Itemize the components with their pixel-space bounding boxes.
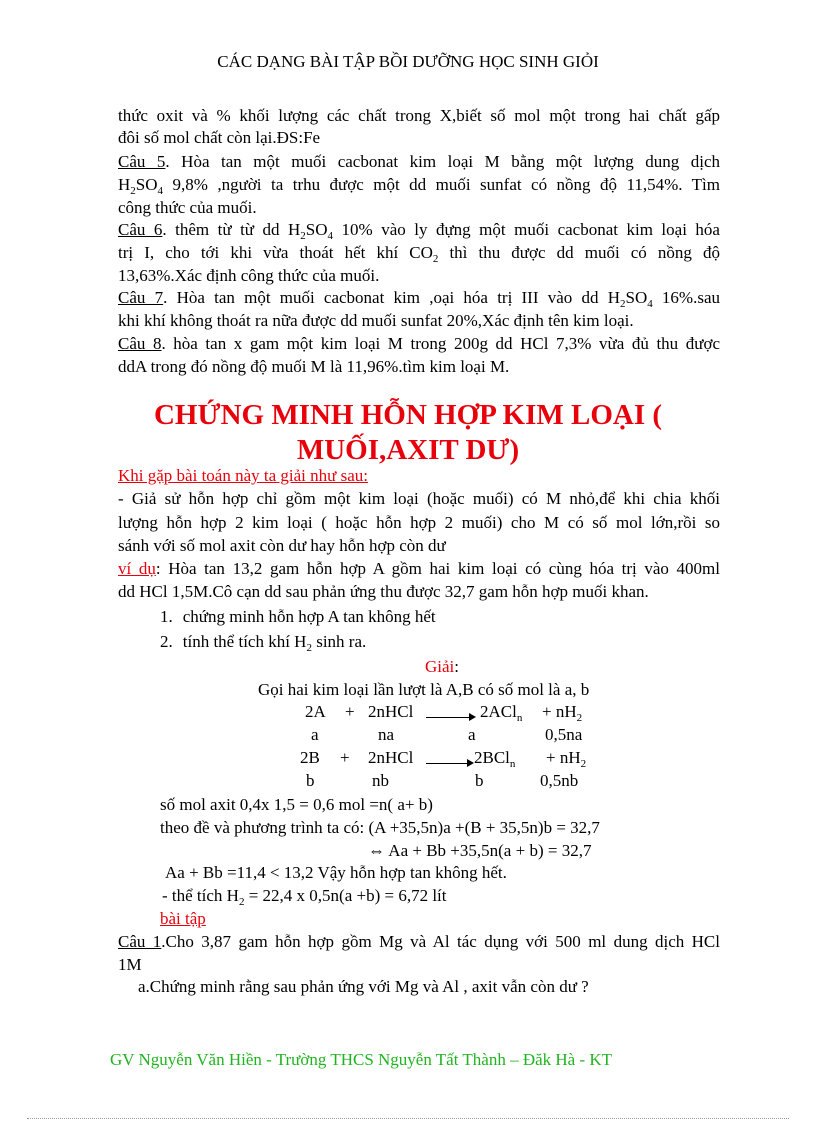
exercise-question-1-part-a: a.Chứng minh rằng sau phản ứng với Mg và Al , axit vẫn còn dư ?: [138, 977, 589, 996]
question-5-line-3: công thức của muối.: [118, 198, 257, 217]
equation-1-plus: +: [345, 702, 355, 721]
equation-1-arrow: [426, 707, 476, 725]
exercise-label: bài tập: [160, 909, 206, 928]
solution-line-4: Aa + Bb =11,4 < 13,2 Vậy hỗn hợp tan không hết.: [165, 863, 507, 882]
question-7-line-1: Câu 7. Hòa tan một muối cacbonat kim ,oại hóa trị III vào dd $H_2SO_4$ 16%.sau: [118, 288, 721, 310]
equation-2-plus: +: [340, 748, 350, 767]
question-6-label: Câu 6: [118, 220, 163, 239]
equation-1-product: 2ACl$_n$: [480, 702, 523, 724]
solution-line-1: số mol axit 0,4x 1,5 = 0,6 mol =n( a+ b): [160, 795, 433, 814]
example-line-2: dd HCl 1,5M.Cô cạn dd sau phản ứng thu được 32,7 gam hỗn hợp muối khan.: [118, 582, 649, 601]
mol-1-b: na: [378, 725, 395, 744]
equation-2-lhs: 2B: [300, 748, 320, 767]
method-line-3: sánh với số mol axit còn dư hay hỗn hợp còn dư: [118, 536, 446, 555]
question-6-line-2: trị I, cho tới khi vừa thoát hết khí $CO_2$ thì thu được dd muối có nồng độ: [118, 243, 720, 265]
equation-1-lhs: 2A: [305, 702, 326, 721]
page-bottom-divider: [27, 1118, 789, 1119]
method-line-1: - Giả sử hỗn hợp chỉ gồm một kim loại (hoặc muối) có M nhỏ,để khi chia khối: [118, 489, 720, 508]
page-footer: GV Nguyễn Văn Hiền - Trường THCS Nguyễn Tất Thành – Đăk Hà - KT: [110, 1050, 613, 1069]
question-8-label: Câu 8: [118, 334, 162, 353]
solution-line-2: theo đề và phương trình ta có: (A +35,5n)a +(B + 35,5n)b = 32,7: [160, 818, 600, 837]
mol-2-c: b: [475, 771, 484, 790]
mol-2-b: nb: [372, 771, 389, 790]
question-6-line-3: 13,63%.Xác định công thức của muối.: [118, 266, 380, 285]
question-7-line-2: khi khí không thoát ra nữa được dd muối sunfat 20%,Xác định tên kim loại.: [118, 311, 634, 330]
equation-2-reagent: 2nHCl: [368, 748, 414, 767]
question-5-line-2: $H_2SO_4$ 9,8% ,người ta trhu được một dd muối sunfat có nồng độ 11,54%. Tìm: [118, 175, 720, 197]
question-8-line-1: Câu 8. hòa tan x gam một kim loại M trong 200g dd HCl 7,3% vừa đủ thu được: [118, 334, 720, 353]
exercise-question-1-line-1: Câu 1.Cho 3,87 gam hỗn hợp gồm Mg và Al tác dụng với 500 ml dung dịch HCl: [118, 932, 720, 951]
method-label: Khi gặp bài toán này ta giải như sau:: [118, 466, 368, 485]
example-label: ví dụ: [118, 559, 156, 578]
question-7-label: Câu 7: [118, 288, 164, 307]
solution-intro: Gọi hai kim loại lần lượt là A,B có số mol là a, b: [258, 680, 590, 699]
example-line-1: ví dụ: Hòa tan 13,2 gam hỗn hợp A gồm hai kim loại có cùng hóa trị vào 400ml: [118, 559, 720, 578]
method-line-2: lượng hỗn hợp 2 kim loại ( hoặc hỗn hợp 2 muối) cho M có số mol lớn,rồi so: [118, 513, 720, 532]
equation-2-arrow: [426, 753, 474, 771]
mol-1-a: a: [311, 725, 319, 744]
example-item-2: 2. tính thể tích khí $H_2$ sinh ra.: [160, 632, 367, 654]
question-8-line-2: ddA trong đó nồng độ muối M là 11,96%.tìm kim loại M.: [118, 357, 510, 376]
equation-1-gas: + $nH_2$: [542, 702, 583, 724]
mol-2-a: b: [306, 771, 315, 790]
equation-2-gas: + $nH_2$: [546, 748, 587, 770]
solution-label: Giải:: [425, 657, 460, 676]
page-header: CÁC DẠNG BÀI TẬP BỒI DƯỠNG HỌC SINH GIỎI: [217, 52, 599, 71]
exercise-question-1-line-2: 1M: [118, 955, 142, 974]
question-6-line-1: Câu 6. thêm từ từ dd $H_2SO_4$ 10% vào ly đựng một muối cacbonat kim loại hóa: [118, 220, 720, 242]
equation-1-reagent: 2nHCl: [368, 702, 414, 721]
intro-line-2: đôi số mol chất còn lại.ĐS:Fe: [118, 128, 321, 147]
question-5-line-1: Câu 5. Hòa tan một muối cacbonat kim loại M bằng một lượng dung dịch: [118, 152, 720, 171]
solution-line-3: ⇔ Aa + Bb +35,5n(a + b) = 32,7: [368, 841, 592, 860]
mol-1-d: 0,5na: [545, 725, 583, 744]
question-5-label: Câu 5: [118, 152, 166, 171]
solution-line-5: - thể tích $H_2 = 22,4$ x 0,5n(a +b) = 6,72 lít: [162, 886, 447, 908]
section-title-line-1: CHỨNG MINH HỖN HỢP KIM LOẠI (: [153, 399, 663, 431]
intro-line-1: thức oxit và % khối lượng các chất trong X,biết số mol một trong hai chất gấp: [118, 106, 720, 125]
mol-1-c: a: [468, 725, 476, 744]
section-title-line-2: MUỐI,AXIT DƯ): [296, 434, 520, 466]
mol-2-d: 0,5nb: [540, 771, 579, 790]
equation-2-product: 2BCl$_n$: [474, 748, 516, 770]
exercise-question-1-label: Câu 1: [118, 932, 162, 951]
example-item-1: 1. chứng minh hỗn hợp A tan không hết: [160, 607, 436, 626]
